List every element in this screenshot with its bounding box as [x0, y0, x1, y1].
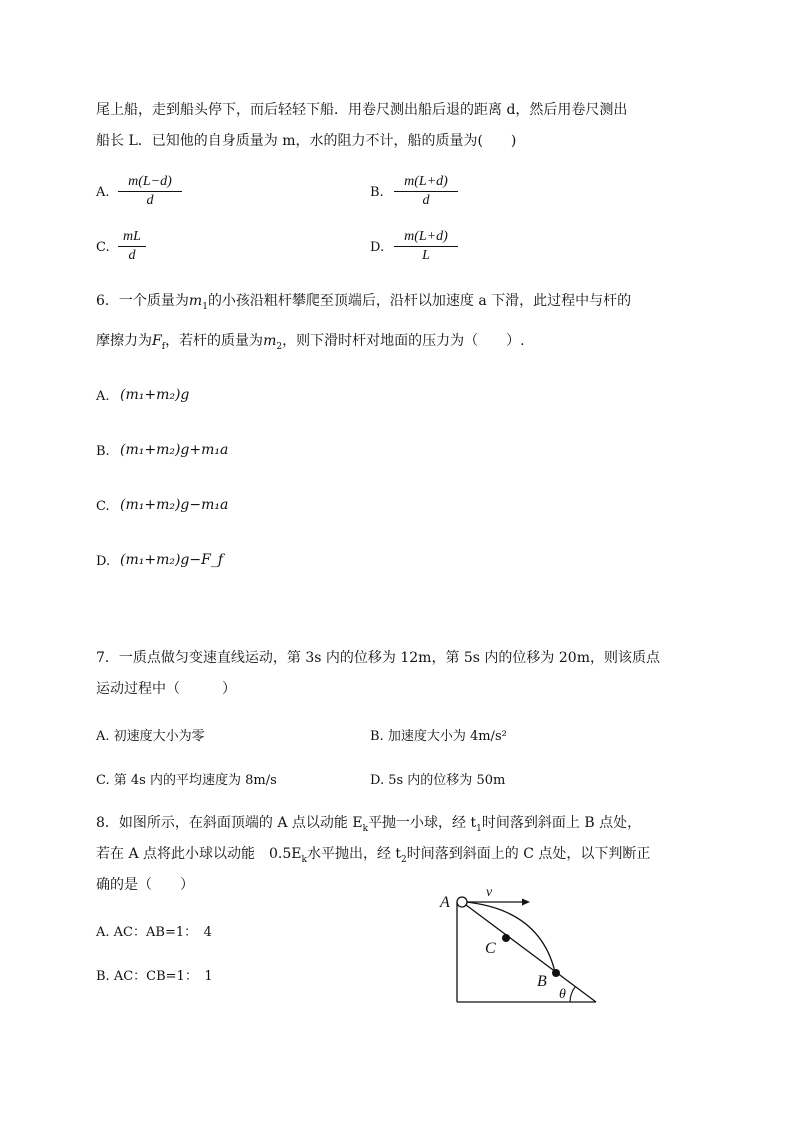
q7-option-a-text: 初速度大小为零 — [113, 729, 205, 744]
q7-option-d-label: D. — [370, 773, 385, 788]
q8-line2-part-a: 若在 A 点将此小球以动能 0.5E — [96, 846, 302, 862]
q7-option-c-label: C. — [96, 773, 110, 788]
q6-option-d-label: D. — [96, 554, 111, 569]
q7-option-b — [370, 725, 507, 744]
q8-option-b-label: B. — [96, 969, 110, 984]
q8-line1-part-a: 8．如图所示，在斜面顶端的 A 点以动能 E — [96, 815, 363, 831]
q6-friction-subscript: f — [161, 341, 166, 352]
q6-mass-rod-subscript: 2 — [276, 341, 283, 352]
q7-option-a-label: A. — [96, 729, 110, 744]
q5-option-a-fraction — [118, 173, 182, 210]
q6-option-c-label: C. — [96, 499, 110, 514]
q8-line1-k-subscript: k — [362, 823, 369, 834]
q5-option-c-numerator: mL — [118, 228, 146, 247]
q8-text-line-1 — [96, 813, 641, 839]
q6-option-b-expression: (m₁+m₂)g+m₁a — [120, 442, 229, 458]
q5-option-c-denominator: d — [128, 248, 136, 263]
q7-option-b-label: B. — [370, 729, 384, 744]
label-a: A — [440, 894, 450, 911]
q8-incline-figure — [430, 880, 610, 1010]
q8-option-b-text: AC：CB=1： 1 — [113, 969, 213, 984]
q7-option-b-text: 加速度大小为 4m/s² — [387, 729, 507, 744]
q8-line2-t2-subscript: 2 — [401, 854, 407, 865]
q5-option-b-denominator: d — [422, 193, 430, 208]
q6-line1-part-a: 6．一个质量为 — [96, 293, 189, 309]
q5-option-d-numerator: m(L+d) — [394, 228, 458, 247]
q8-line1-part-c: 时间落到斜面上 B 点处， — [481, 815, 642, 831]
label-b: B — [537, 973, 547, 990]
point-c-dot — [502, 934, 510, 942]
q5-option-b-label: B. — [370, 185, 384, 200]
q8-text-line-2 — [96, 844, 650, 870]
q6-mass-child-subscript: 1 — [202, 301, 208, 312]
q5-option-b-fraction — [394, 173, 458, 210]
q5-option-d-denominator: L — [422, 248, 430, 263]
q6-option-c-expression: (m₁+m₂)g−m₁a — [120, 497, 229, 513]
q6-text-line-1 — [96, 291, 631, 317]
q6-option-a-label: A. — [96, 389, 110, 404]
q7-option-c-text: 第 4s 内的平均速度为 8m/s — [113, 773, 277, 788]
q8-option-b — [96, 965, 213, 984]
ball-at-a — [457, 897, 467, 907]
q5-option-c-label: C. — [96, 240, 110, 255]
incline-slope — [462, 902, 596, 1002]
q8-line1-t1-subscript: 1 — [476, 823, 482, 834]
q7-text-line-2: 运动过程中（ ） — [96, 681, 236, 697]
q8-option-a-label: A. — [96, 925, 110, 940]
q6-mass-child-symbol: m — [188, 293, 203, 309]
label-v: v — [486, 885, 493, 900]
q5-option-a-label: A. — [96, 185, 110, 200]
q5-option-b-numerator: m(L+d) — [394, 173, 458, 192]
q6-option-b-label: B. — [96, 444, 110, 459]
velocity-arrow-head — [522, 899, 530, 906]
q7-option-c — [96, 769, 277, 788]
q6-text-line-2 — [96, 331, 525, 357]
q5-text-line-1: 尾上船，走到船头停下，而后轻轻下船．用卷尺测出船后退的距离 d，然后用卷尺测出 — [96, 102, 628, 118]
q8-line1-part-b: 平抛一小球，经 t — [368, 815, 477, 831]
q6-friction-symbol: F — [152, 333, 162, 349]
theta-angle-arc — [570, 987, 575, 1002]
q5-option-a-numerator: m(L−d) — [118, 173, 182, 192]
q8-line2-k-subscript: k — [301, 854, 307, 865]
q6-line2-part-b: ，若杆的质量为 — [165, 333, 264, 349]
q5-option-a-denominator: d — [146, 193, 154, 208]
q7-text-line-1: 7．一质点做匀变速直线运动，第 3s 内的位移为 12m，第 5s 内的位移为 20m，则该质点 — [96, 650, 660, 666]
q5-text-line-2: 船长 L．已知他的自身质量为 m，水的阻力不计，船的质量为( ) — [96, 133, 517, 149]
q8-line2-part-b: 水平抛出，经 t — [306, 846, 402, 862]
q7-option-d-text: 5s 内的位移为 50m — [388, 773, 506, 788]
q6-option-a-expression: (m₁+m₂)g — [120, 387, 190, 403]
label-theta: θ — [559, 987, 566, 1002]
q8-line2-part-c: 时间落到斜面上的 C 点处，以下判断正 — [406, 846, 651, 862]
label-c: C — [485, 940, 496, 957]
q7-option-a — [96, 725, 205, 744]
q5-option-c-fraction — [118, 228, 146, 265]
q6-line2-part-c: ，则下滑时杆对地面的压力为（ ）. — [282, 333, 525, 349]
q6-line2-part-a: 摩擦力为 — [96, 333, 152, 349]
q6-mass-rod-symbol: m — [263, 333, 277, 349]
q7-option-d — [370, 769, 505, 788]
q8-option-a — [96, 921, 212, 940]
q5-option-d-label: D. — [370, 240, 385, 255]
q6-line1-part-b: 的小孩沿粗杆攀爬至顶端后，沿杆以加速度 a 下滑，此过程中与杆的 — [207, 293, 632, 309]
q5-option-d-fraction — [394, 228, 458, 265]
q8-option-a-text: AC：AB=1： 4 — [113, 925, 212, 940]
q8-text-line-3: 确的是（ ） — [96, 877, 194, 893]
q6-option-d-expression: (m₁+m₂)g−F_f — [120, 552, 224, 568]
point-b-dot — [552, 969, 560, 977]
